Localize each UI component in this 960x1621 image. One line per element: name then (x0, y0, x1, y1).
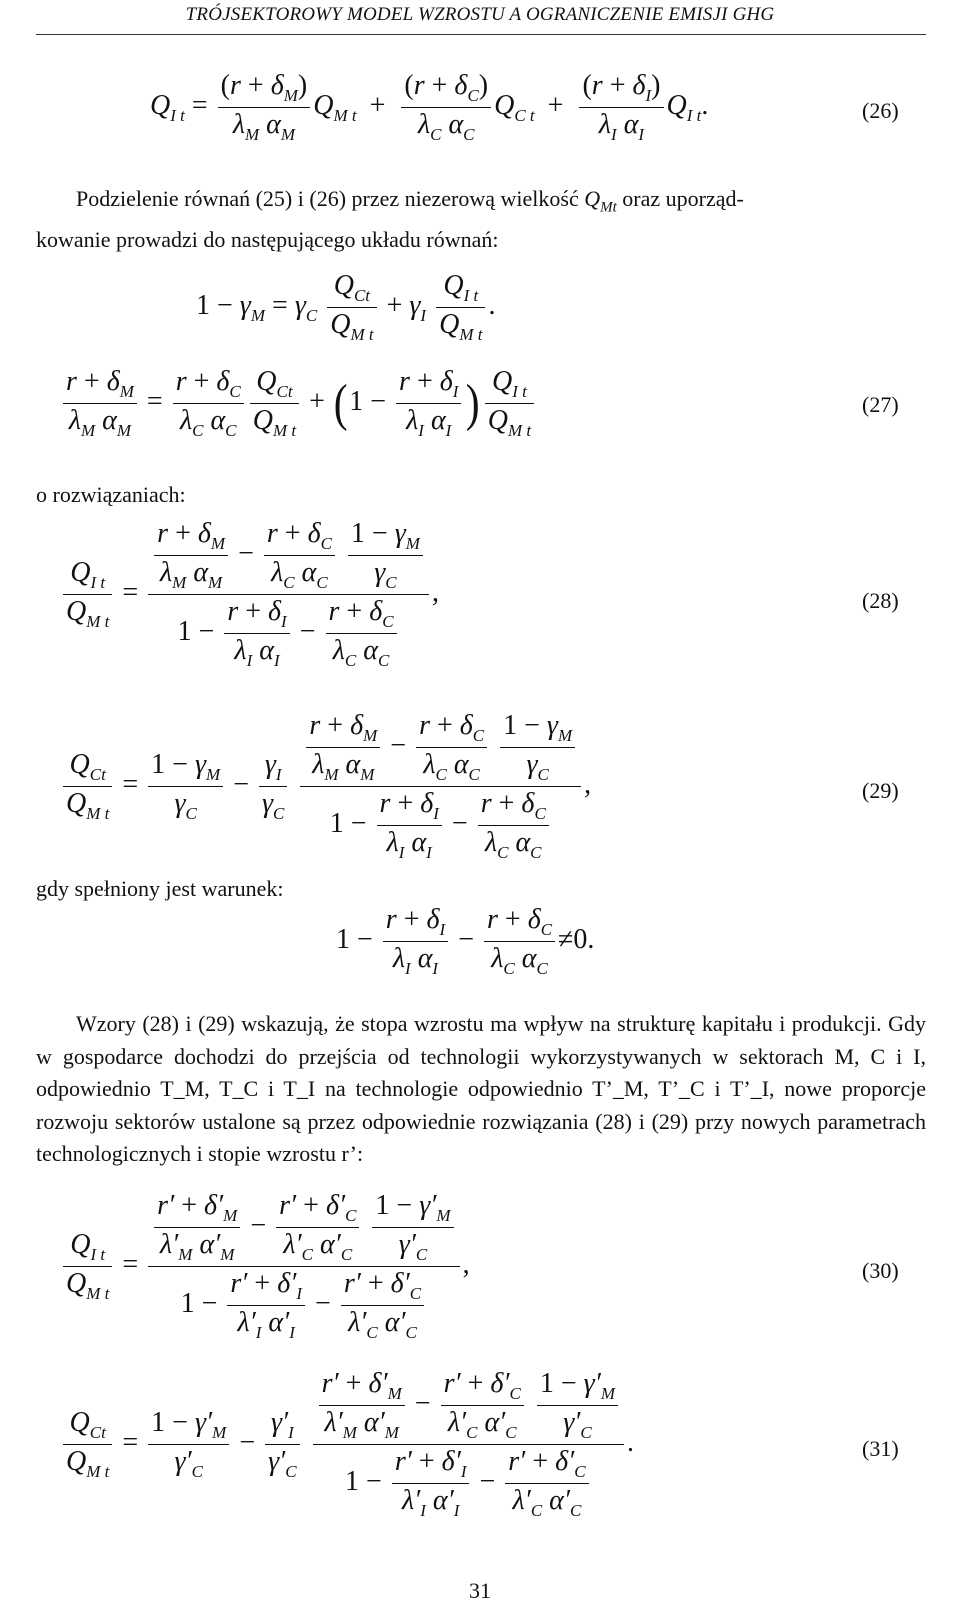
equation-number-30: (30) (862, 1258, 899, 1283)
equation-27-line-1: $1 - \gamma_M = \gamma_C$ $\frac{Q_{Ct}}{Q_{M t}}$ + $\gamma_I$ $\frac{Q_{I t}}{Q_{M t}}$ . (196, 270, 496, 344)
equation-number-29: (29) (862, 778, 899, 803)
paragraph-2-text: Wzory (28) i (29) wskazują, że stopa wzrostu ma wpływ na strukturę kapitału i produkcji. Gdy w gospodarce dochodzi do przejścia od technologii wykorzystywanych w sektorach M, C i I, odpowiednio T_M, T_C i T_I na technologie odpowiednio T’_M, T’_C i T’_I, nowe proporcje rozwoju sektorów ustalone są przez odpowiednie rozwiązania (28) i (29) przy nowych parametrach technologicznych i stopie wzrostu r’: (36, 1011, 926, 1166)
equation-27-line-2: $\frac{r + \delta_M}{\lambda_M \alpha_M}$ = $\frac{r + \delta_C}{\lambda_C \alpha_C}$ $\frac{Q_{Ct}}{Q_{M t}}$ + (1 − $\frac{r + \delta_I}{\lambda_I \alpha_I}$ ) $\frac{Q_{I t}}{Q_{M t}}$ (60, 368, 537, 439)
paragraph-2 (36, 1008, 926, 1171)
page-number: 31 (469, 1578, 491, 1603)
paragraph-1: Podzielenie równań (25) i (26) przez niezerową wielkość $Q_{Mt}$ oraz uporząd- kowanie prowadzi do następującego układu równań: (36, 186, 744, 252)
condition-equation: 1 − $\frac{r + \delta_I}{\lambda_I \alpha_I}$ − $\frac{r + \delta_C}{\lambda_C \alpha_C}$ ≠0. (336, 904, 595, 978)
solutions-label: o rozwiązaniach: (36, 482, 186, 507)
equation-28: $\frac{Q_{I t}}{Q_{M t}}$ = $\frac{r + \delta_M}{\lambda_M \alpha_M}$ − $\frac{r + \delta_C}{\lambda_C \alpha_C}$ $\frac{1 - \gamma_M}{\gamma_C}$ 1 − $\frac{r + \delta_I}{\lambda_I \alpha_I}$ − $\frac{r + \delta_C}{\lambda_C \alpha_C}$ , (60, 520, 439, 669)
equation-26: $Q_{I t}$ = $\frac{(r + \delta_M)}{\lambda_M \alpha_M}$ $Q_{M t}$ + $\frac{(r + \delta_C)}{\lambda_C \alpha_C}$ $Q_{C t}$ + $\frac{(r + \delta_I)}{\lambda_I \alpha_I}$ $Q_{I t}$. (150, 70, 709, 144)
equation-30: $\frac{Q_{I t}}{Q_{M t}}$ = $\frac{r' + \delta'_M}{\lambda'_M \alpha'_M}$ − $\frac{r' + \delta'_C}{\lambda'_C \alpha'_C}$ $\frac{1 - \gamma'_M}{\gamma'_C}$ 1 − $\frac{r' + \delta'_I}{\lambda'_I \alpha'_I}$ − $\frac{r' + \delta'_C}{\lambda'_C \alpha'_C}$ , (60, 1192, 470, 1341)
equation-number-31: (31) (862, 1436, 899, 1461)
equation-number-26: (26) (862, 98, 899, 123)
running-header: TRÓJSEKTOROWY MODEL WZROSTU A OGRANICZENIE EMISJI GHG (185, 4, 775, 25)
header-rule (36, 34, 926, 35)
equation-number-27: (27) (862, 392, 899, 417)
condition-label: gdy spełniony jest warunek: (36, 876, 284, 901)
equation-number-28: (28) (862, 588, 899, 613)
equation-31: $\frac{Q_{Ct}}{Q_{M t}}$ = $\frac{1 - \gamma'_M}{\gamma'_C}$ − $\frac{\gamma'_I}{\gamma'_C}$ $\frac{r' + \delta'_M}{\lambda'_M \alpha'_M}$ − $\frac{r' + \delta'_C}{\lambda'_C \alpha'_C}$ $\frac{1 - \gamma'_M}{\gamma'_C}$ 1 − $\frac{r' + \delta'_I}{\lambda'_I \alpha'_I}$ − $\frac{r' + \delta'_C}{\lambda'_C \alpha'_C}$ . (60, 1370, 634, 1519)
equation-29: $\frac{Q_{Ct}}{Q_{M t}}$ = $\frac{1 - \gamma_M}{\gamma_C}$ − $\frac{\gamma_I}{\gamma_C}$ $\frac{r + \delta_M}{\lambda_M \alpha_M}$ − $\frac{r + \delta_C}{\lambda_C \alpha_C}$ $\frac{1 - \gamma_M}{\gamma_C}$ 1 − $\frac{r + \delta_I}{\lambda_I \alpha_I}$ − $\frac{r + \delta_C}{\lambda_C \alpha_C}$ , (60, 712, 591, 861)
